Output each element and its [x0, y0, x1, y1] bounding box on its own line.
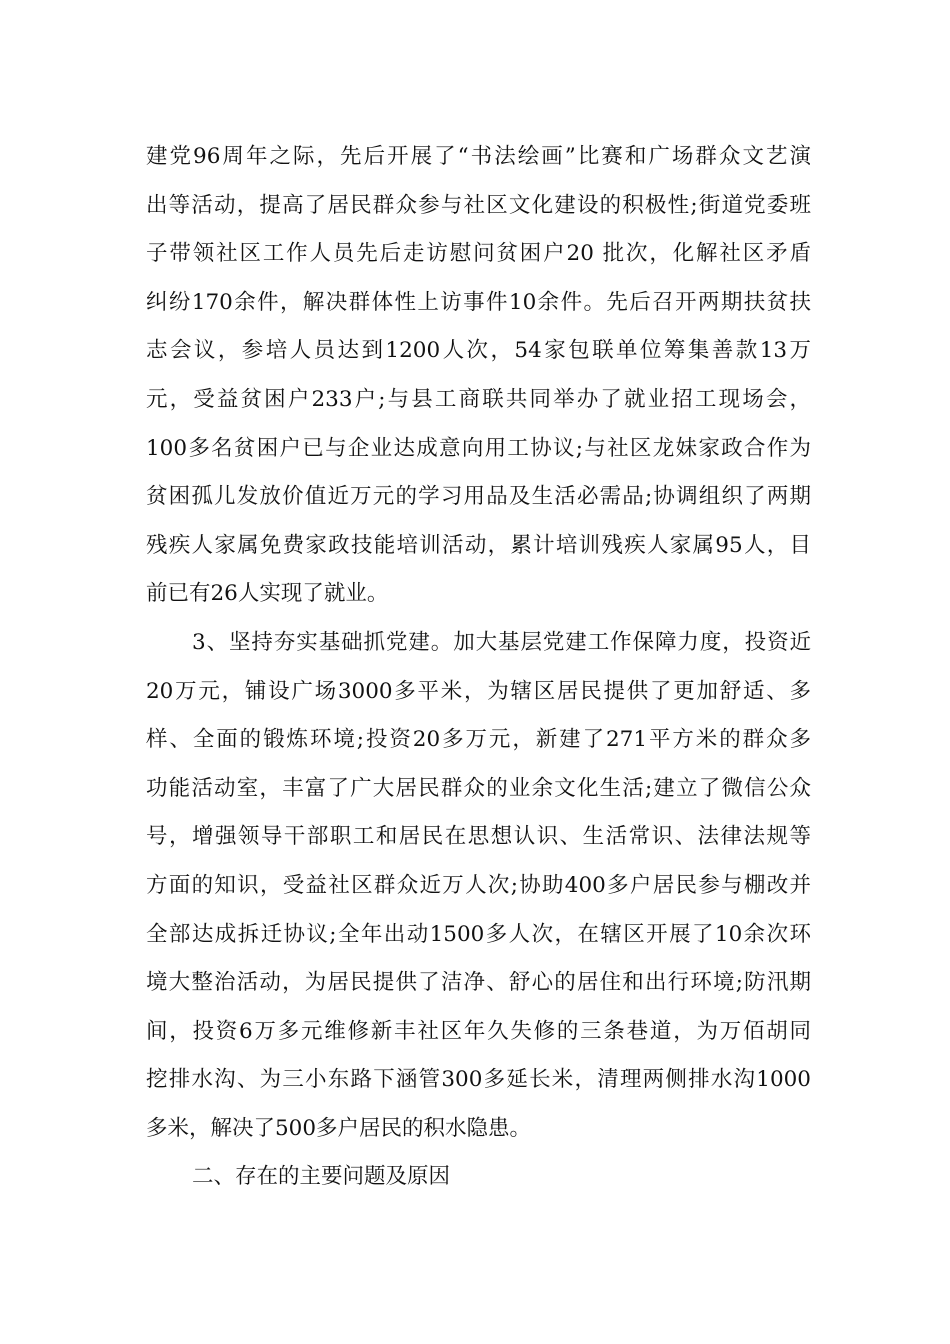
text-line: 元，受益贫困户233户;与县工商联共同举办了就业招工现场会，	[146, 386, 811, 412]
text-line: 20万元，铺设广场3000多平米，为辖区居民提供了更加舒适、多	[146, 678, 811, 704]
text-line: 方面的知识，受益社区群众近万人次;协助400多户居民参与棚改并	[146, 872, 811, 898]
text-line: 出等活动，提高了居民群众参与社区文化建设的积极性;街道党委班	[146, 192, 811, 218]
text-line: 志会议，参培人员达到1200人次，54家包联单位筹集善款13万	[146, 338, 811, 364]
text-line: 前已有26人实现了就业。	[146, 581, 389, 607]
text-line: 多米，解决了500多户居民的积水隐患。	[146, 1115, 532, 1141]
text-line: 样、全面的锻炼环境;投资20多万元，新建了271平方米的群众多	[146, 727, 811, 753]
section-heading: 二、存在的主要问题及原因	[192, 1164, 451, 1190]
text-line: 挖排水沟、为三小东路下涵管300多延长米，清理两侧排水沟1000	[146, 1067, 811, 1093]
text-line: 100多名贫困户已与企业达成意向用工协议;与社区龙妹家政合作为	[146, 435, 811, 461]
text-line: 残疾人家属免费家政技能培训活动，累计培训残疾人家属95人，目	[146, 532, 811, 558]
text-line: 境大整治活动，为居民提供了洁净、舒心的居住和出行环境;防汛期	[146, 970, 811, 996]
text-line: 功能活动室，丰富了广大居民群众的业余文化生活;建立了微信公众	[146, 775, 811, 801]
document-body	[146, 133, 811, 1202]
text-line: 贫困孤儿发放价值近万元的学习用品及生活必需品;协调组织了两期	[146, 484, 811, 510]
text-line: 号，增强领导干部职工和居民在思想认识、生活常识、法律法规等	[146, 824, 811, 850]
text-line: 纠纷170余件，解决群体性上访事件10余件。先后召开两期扶贫扶	[146, 289, 811, 315]
paragraph-heading-line: 3、坚持夯实基础抓党建。加大基层党建工作保障力度，投资近	[192, 629, 811, 655]
text-line: 间，投资6万多元维修新丰社区年久失修的三条巷道，为万佰胡同	[146, 1018, 811, 1044]
text-line: 建党96周年之际，先后开展了“书法绘画”比赛和广场群众文艺演	[146, 144, 811, 169]
text-line: 全部达成拆迁协议;全年出动1500多人次，在辖区开展了10余次环	[146, 921, 811, 947]
text-line: 子带领社区工作人员先后走访慰问贫困户20 批次，化解社区矛盾	[146, 241, 811, 267]
